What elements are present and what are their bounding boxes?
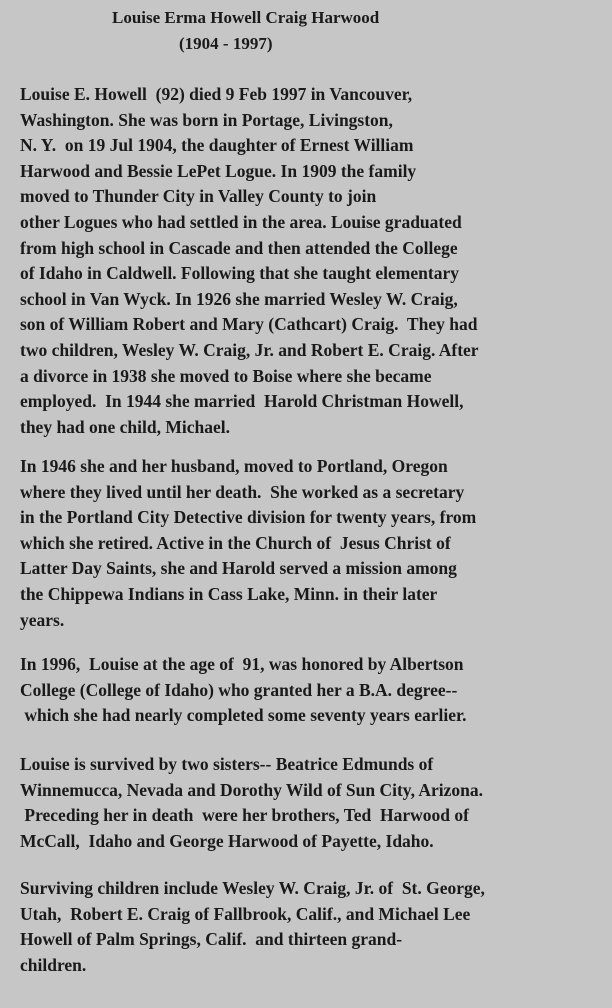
paragraph-survivors xyxy=(20,752,605,854)
title-years: (1904 - 1997) xyxy=(179,34,273,53)
title-name: Louise Erma Howell Craig Harwood xyxy=(112,8,380,27)
paragraph-children xyxy=(20,876,605,978)
text-line: Washington. She was born in Portage, Livingston, xyxy=(20,109,393,130)
paragraph-honor xyxy=(20,652,605,729)
text-line: school in Van Wyck. In 1926 she married Wesley W. Craig, xyxy=(20,288,458,309)
text-line: two children, Wesley W. Craig, Jr. and Robert E. Craig. After xyxy=(20,339,479,360)
text-line: Louise is survived by two sisters-- Beatrice Edmunds of xyxy=(20,754,434,774)
text-line: employed. In 1944 she married Harold Christman Howell, xyxy=(20,391,464,412)
text-line: McCall, Idaho and George Harwood of Payette, Idaho. xyxy=(20,830,434,851)
text-line: in the Portland City Detective division for twenty years, from xyxy=(20,507,477,528)
text-line: Utah, Robert E. Craig of Fallbrook, Calif., and Michael Lee xyxy=(20,903,471,924)
text-line: which she retired. Active in the Church of Jesus Christ of xyxy=(20,532,451,553)
text-line: Louise E. Howell (92) died 9 Feb 1997 in Vancouver, xyxy=(20,84,413,104)
text-line: Latter Day Saints, she and Harold served a mission among xyxy=(20,558,457,579)
text-line: Harwood and Bessie LePet Logue. In 1909 the family xyxy=(20,160,417,181)
text-line: son of William Robert and Mary (Cathcart) Craig. They had xyxy=(20,314,478,335)
text-line: from high school in Cascade and then attended the College xyxy=(20,237,458,258)
text-line: the Chippewa Indians in Cass Lake, Minn. in their later xyxy=(20,583,438,604)
text-line: years. xyxy=(20,609,65,630)
text-line: where they lived until her death. She worked as a secretary xyxy=(20,481,465,502)
text-line: other Logues who had settled in the area. Louise graduated xyxy=(20,211,462,232)
paragraph-portland xyxy=(20,454,605,633)
paragraph-biography xyxy=(20,82,605,440)
text-line: a divorce in 1938 she moved to Boise where she became xyxy=(20,365,432,386)
text-line: which she had nearly completed some seventy years earlier. xyxy=(20,705,467,726)
text-line: of Idaho in Caldwell. Following that she taught elementary xyxy=(20,263,459,284)
text-line: College (College of Idaho) who granted her a B.A. degree-- xyxy=(20,679,458,700)
text-line: Surviving children include Wesley W. Craig, Jr. of St. George, xyxy=(20,878,485,898)
text-line: N. Y. on 19 Jul 1904, the daughter of Ernest William xyxy=(20,135,414,156)
text-line: Preceding her in death were her brothers, Ted Harwood of xyxy=(20,805,469,826)
text-line: moved to Thunder City in Valley County to join xyxy=(20,186,377,207)
text-line: Winnemucca, Nevada and Dorothy Wild of Sun City, Arizona. xyxy=(20,779,484,800)
text-line: In 1946 she and her husband, moved to Portland, Oregon xyxy=(20,456,448,476)
text-line: children. xyxy=(20,954,87,975)
text-line: they had one child, Michael. xyxy=(20,416,231,437)
text-line: Howell of Palm Springs, Calif. and thirteen grand- xyxy=(20,929,403,950)
text-line: In 1996, Louise at the age of 91, was honored by Albertson xyxy=(20,654,464,674)
